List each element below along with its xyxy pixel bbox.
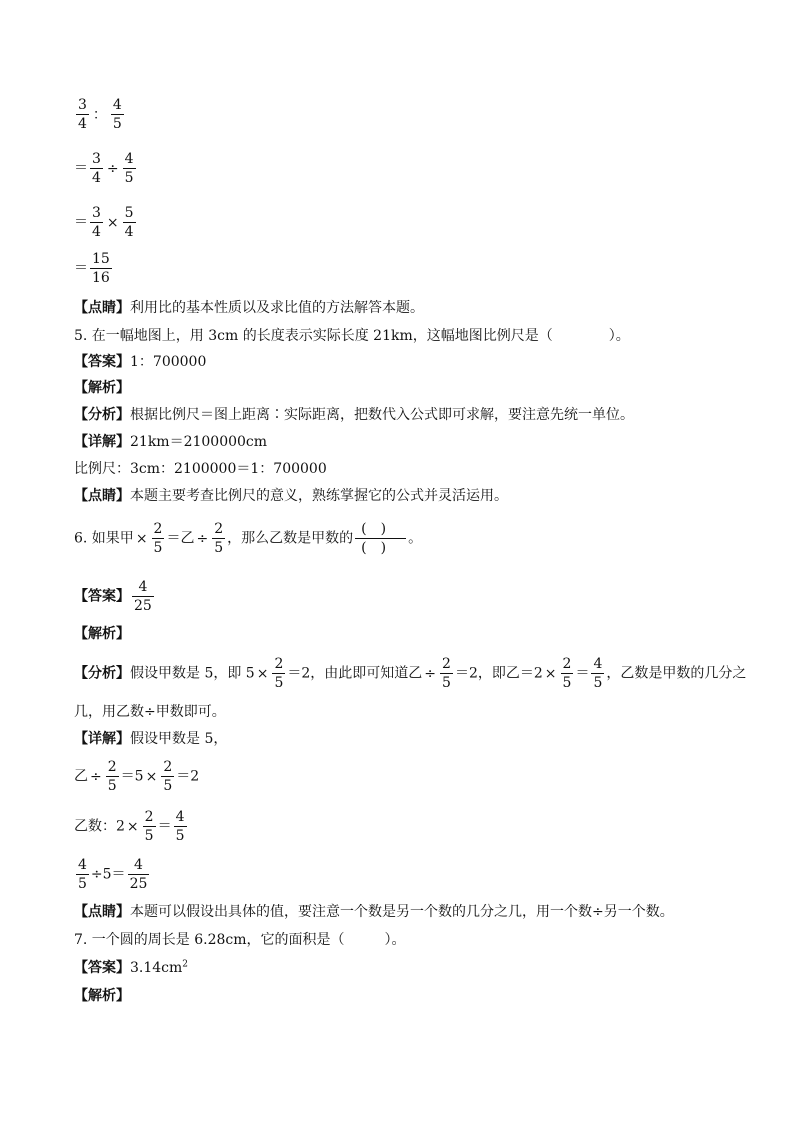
q7-analysis: 【解析】	[74, 988, 130, 1004]
q5-analysis: 【解析】	[74, 380, 130, 396]
fraction: $\frac{5}{4}$	[124, 205, 134, 240]
q7-answer: 【答案】$3.14cm^2$	[74, 959, 189, 976]
q6-step-3: $\frac{4}{5}$ ÷5＝ $\frac{4}{25}$	[78, 857, 148, 892]
q5-scale: 比例尺：3cm：2100000＝1：700000	[74, 461, 327, 477]
fraction: $\frac{2}{5}$	[163, 759, 173, 794]
q6-key: 【点睛】本题可以假设出具体的值，要注意一个数是另一个数的几分之几，用一个数÷另一个数。	[74, 904, 674, 920]
fraction: $\frac{2}{5}$	[153, 521, 163, 556]
q6-step-2: 乙数：2 × $\frac{2}{5}$ ＝ $\frac{4}{5}$	[74, 809, 185, 844]
fraction: $\frac{4}{5}$	[78, 857, 87, 892]
blank-fraction: () ()	[355, 520, 406, 557]
calc-line-1: $\frac{3}{4}$ ： $\frac{4}{5}$	[78, 97, 122, 132]
fraction: $\frac{2}{5}$	[274, 656, 284, 691]
q6-fenxi: 【分析】假设甲数是 5，即 5 × $\frac{2}{5}$ ＝2，由此即可知道乙 ÷ $\frac{2}{5}$ ＝2，即乙＝2 × $\frac{2}{5}$ ＝ $\frac{4}{5}$ ，乙数是甲数的几分之	[74, 656, 747, 691]
q6-fenxi-line2: 几，用乙数÷甲数即可。	[74, 704, 226, 720]
calc-line-2: ＝ $\frac{3}{4}$ ÷ $\frac{4}{5}$	[74, 151, 134, 186]
fraction: $\frac{15}{16}$	[92, 251, 110, 286]
q6-detail: 【详解】假设甲数是 5，	[74, 731, 228, 747]
q6-step-1: 乙 ÷ $\frac{2}{5}$ ＝5 × $\frac{2}{5}$ ＝2	[74, 759, 200, 794]
q5-key: 【点睛】本题主要考查比例尺的意义，熟练掌握它的公式并灵活运用。	[74, 488, 508, 504]
q5-answer: 【答案】1：700000	[74, 354, 207, 370]
fraction: $\frac{4}{25}$	[134, 579, 152, 614]
fraction: $\frac{3}{4}$	[92, 151, 101, 186]
fraction: $\frac{2}{5}$	[214, 521, 224, 556]
fraction: $\frac{2}{5}$	[442, 656, 451, 691]
fraction: $\frac{4}{5}$	[175, 809, 185, 844]
fraction: $\frac{3}{4}$	[78, 97, 87, 132]
q5-detail: 【详解】21km＝2100000cm	[74, 434, 268, 450]
q5-question: 5. 在一幅地图上，用 3cm 的长度表示实际长度 21km，这幅地图比例尺是（ ）。	[74, 328, 630, 344]
q6-question: 6. 如果甲 × $\frac{2}{5}$ ＝乙 ÷ $\frac{2}{5}$ ，那么乙数是甲数的 () () 。	[74, 521, 423, 556]
fraction: $\frac{2}{5}$	[562, 656, 572, 691]
fraction: $\frac{4}{5}$	[593, 656, 603, 691]
fraction: $\frac{2}{5}$	[144, 809, 154, 844]
fraction: $\frac{4}{5}$	[112, 97, 122, 132]
q6-answer: 【答案】 $\frac{4}{25}$	[74, 579, 152, 614]
q6-analysis: 【解析】	[74, 626, 130, 642]
calc-line-4: ＝ $\frac{15}{16}$	[74, 251, 110, 286]
fraction: $\frac{2}{5}$	[107, 759, 117, 794]
calc-line-3: ＝ $\frac{3}{4}$ × $\frac{5}{4}$	[74, 205, 134, 240]
fraction: $\frac{4}{25}$	[129, 857, 148, 892]
fraction: $\frac{4}{5}$	[124, 151, 134, 186]
q5-fenxi: 【分析】根据比例尺＝图上距离∶实际距离，把数代入公式即可求解，要注意先统一单位。	[74, 407, 634, 423]
fraction: $\frac{3}{4}$	[92, 205, 101, 240]
q7-question: 7. 一个圆的周长是 6.28cm，它的面积是（ ）。	[74, 932, 406, 948]
q4-key: 【点睛】利用比的基本性质以及求比值的方法解答本题。	[74, 300, 424, 316]
